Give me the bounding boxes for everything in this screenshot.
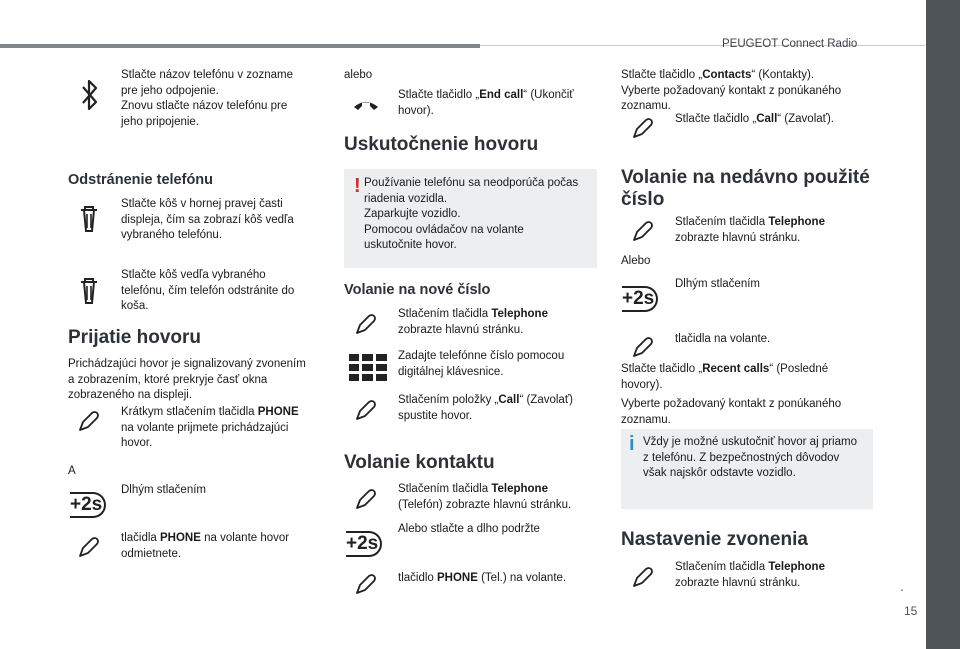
- two-second-icon: [622, 286, 658, 312]
- text: hovor.: [121, 437, 153, 449]
- press-icon: [78, 536, 100, 558]
- text: telefónu, čím telefón odstránite do: [121, 284, 295, 297]
- heading-recent-calls-cont: číslo: [621, 189, 665, 210]
- text: Prichádzajúci hovor je signalizovaný zvonením: [68, 358, 306, 370]
- text: (Tel.) na volante.: [477, 572, 567, 584]
- text: “ (Zavolať).: [777, 113, 834, 125]
- text: Zaparkujte vozidlo.: [364, 208, 461, 220]
- text: Stlačením tlačidla: [675, 216, 769, 228]
- press-icon: [355, 313, 377, 335]
- text: Vyberte požadovaný kontakt z ponúkaného: [621, 84, 842, 97]
- text: však najskôr odstavte vozidlo.: [643, 467, 796, 479]
- text: hovory).: [621, 378, 663, 391]
- text: zobrazte hlavnú stránku.: [398, 323, 524, 336]
- text: Telephone: [768, 216, 825, 228]
- text: Call: [498, 394, 520, 406]
- header-title: PEUGEOT Connect Radio: [722, 38, 858, 50]
- text: hovor).: [398, 104, 434, 117]
- text: Alebo: [621, 255, 651, 267]
- text: (Telefón) zobrazte hlavnú stránku.: [398, 498, 572, 511]
- text: alebo: [344, 69, 373, 81]
- text: Telephone: [768, 561, 825, 573]
- end-call-icon: [352, 98, 380, 112]
- text: “ (Ukončiť: [523, 89, 574, 101]
- two-second-icon: [346, 531, 382, 557]
- text: zobrazte hlavnú stránku.: [675, 576, 801, 589]
- text: “ (Kontakty).: [751, 69, 815, 81]
- text: pre jeho odpojenie.: [121, 84, 219, 97]
- long-press-icon: +2s: [70, 492, 106, 518]
- trash-icon: [78, 278, 100, 306]
- text: Dlhým stlačením: [675, 278, 760, 290]
- text: “ (Posledné: [769, 363, 829, 375]
- long-press-icon: +2s: [346, 531, 382, 557]
- two-second-icon: [70, 492, 106, 518]
- text: Vyberte požadovaný kontakt z ponúkaného: [621, 398, 842, 410]
- heading-receive-call: Prijatie hovoru: [68, 327, 202, 348]
- text: na volante hovor: [200, 532, 290, 544]
- heading-new-number: Volanie na nové číslo: [344, 282, 491, 298]
- text: Call: [756, 113, 778, 125]
- text: End call: [479, 89, 524, 101]
- text: zobrazte hlavnú stránku.: [675, 231, 801, 244]
- text: Stlačte kôš v hornej pravej časti: [121, 198, 283, 210]
- text: Stlačte tlačidlo „: [675, 113, 757, 125]
- text: zoznamu.: [621, 413, 671, 426]
- text: spustite hovor.: [398, 409, 473, 422]
- press-icon: [632, 220, 654, 242]
- header-rule: [0, 44, 480, 48]
- text: PHONE: [437, 572, 478, 584]
- press-icon: [355, 488, 377, 510]
- text: tlačidla: [121, 532, 160, 544]
- text: PHONE: [160, 532, 201, 544]
- press-icon: [355, 573, 377, 595]
- text: zoznamu.: [621, 100, 671, 112]
- text: Telephone: [491, 308, 548, 320]
- text: Stlačením tlačidla: [675, 561, 769, 573]
- keypad-icon: [349, 354, 387, 382]
- text: a zobrazením, ktoré prekryje časť okna: [68, 373, 268, 386]
- press-icon: [632, 336, 654, 358]
- header-rule-thin: [480, 45, 925, 46]
- text: Krátkym stlačením tlačidla: [121, 406, 258, 418]
- text: Stlačením tlačidla: [398, 308, 492, 320]
- press-icon: [78, 410, 100, 432]
- warning-box: [344, 169, 597, 268]
- press-icon: [632, 117, 654, 139]
- text: z telefónu. Z bezpečnostných dôvodov: [643, 451, 840, 464]
- heading-recent-calls: Volanie na nedávno použité: [621, 167, 870, 188]
- info-icon: i: [629, 433, 635, 455]
- text: Dlhým stlačením: [121, 484, 206, 496]
- text: zobrazeného na displeji.: [68, 389, 193, 401]
- text: riadenia vozidla.: [364, 192, 448, 205]
- press-icon: [632, 566, 654, 588]
- text: Stlačte tlačidlo „: [621, 69, 703, 81]
- heading-make-call: Uskutočnenie hovoru: [344, 134, 539, 155]
- text: Znovu stlačte názov telefónu pre: [121, 100, 288, 112]
- text: Stlačte tlačidlo „: [398, 89, 480, 101]
- text: Alebo stlačte a dlho podržte: [398, 523, 540, 535]
- text: vybraného telefónu.: [121, 229, 223, 241]
- text: A: [68, 465, 76, 477]
- page-number: 15: [904, 604, 918, 618]
- text: odmietnete.: [121, 547, 182, 560]
- text: koša.: [121, 300, 149, 312]
- page-dots: .: [900, 578, 904, 594]
- text: tlačidlo: [398, 572, 437, 584]
- text: uskutočnite hovor.: [364, 239, 457, 251]
- text: Stlačením položky „: [398, 394, 499, 406]
- heading-ringtone: Nastavenie zvonenia: [621, 529, 808, 550]
- side-tab: [926, 0, 960, 649]
- text: Stlačte názov telefónu v zozname: [121, 69, 293, 81]
- long-press-icon: +2s: [622, 286, 658, 312]
- text: jeho pripojenie.: [121, 115, 200, 128]
- text: Zadajte telefónne číslo pomocou: [398, 350, 565, 362]
- text: Pomocou ovládačov na volante: [364, 223, 524, 236]
- text: Stlačte kôš vedľa vybraného: [121, 269, 266, 281]
- text: displeja, čím sa zobrazí kôš vedľa: [121, 213, 294, 226]
- text: Contacts: [702, 69, 752, 81]
- heading-remove-phone: Odstránenie telefónu: [68, 172, 214, 188]
- text: “ (Zavolať): [519, 394, 573, 406]
- text: na volante prijmete prichádzajúci: [121, 421, 289, 434]
- text: tlačidla na volante.: [675, 333, 771, 345]
- text: Stlačením tlačidla: [398, 483, 492, 495]
- text: Vždy je možné uskutočniť hovor aj priamo: [643, 436, 857, 448]
- text: Stlačte tlačidlo „: [621, 363, 703, 375]
- bluetooth-icon: [80, 78, 100, 112]
- text: Používanie telefónu sa neodporúča počas: [364, 177, 579, 189]
- press-icon: [355, 399, 377, 421]
- info-box: [621, 429, 873, 509]
- warning-icon: !: [354, 175, 361, 197]
- text: Telephone: [491, 483, 548, 495]
- heading-call-contact: Volanie kontaktu: [344, 452, 495, 473]
- text: PHONE: [257, 406, 299, 418]
- text: digitálnej klávesnice.: [398, 365, 504, 378]
- trash-icon: [78, 206, 100, 234]
- text: Recent calls: [702, 363, 770, 375]
